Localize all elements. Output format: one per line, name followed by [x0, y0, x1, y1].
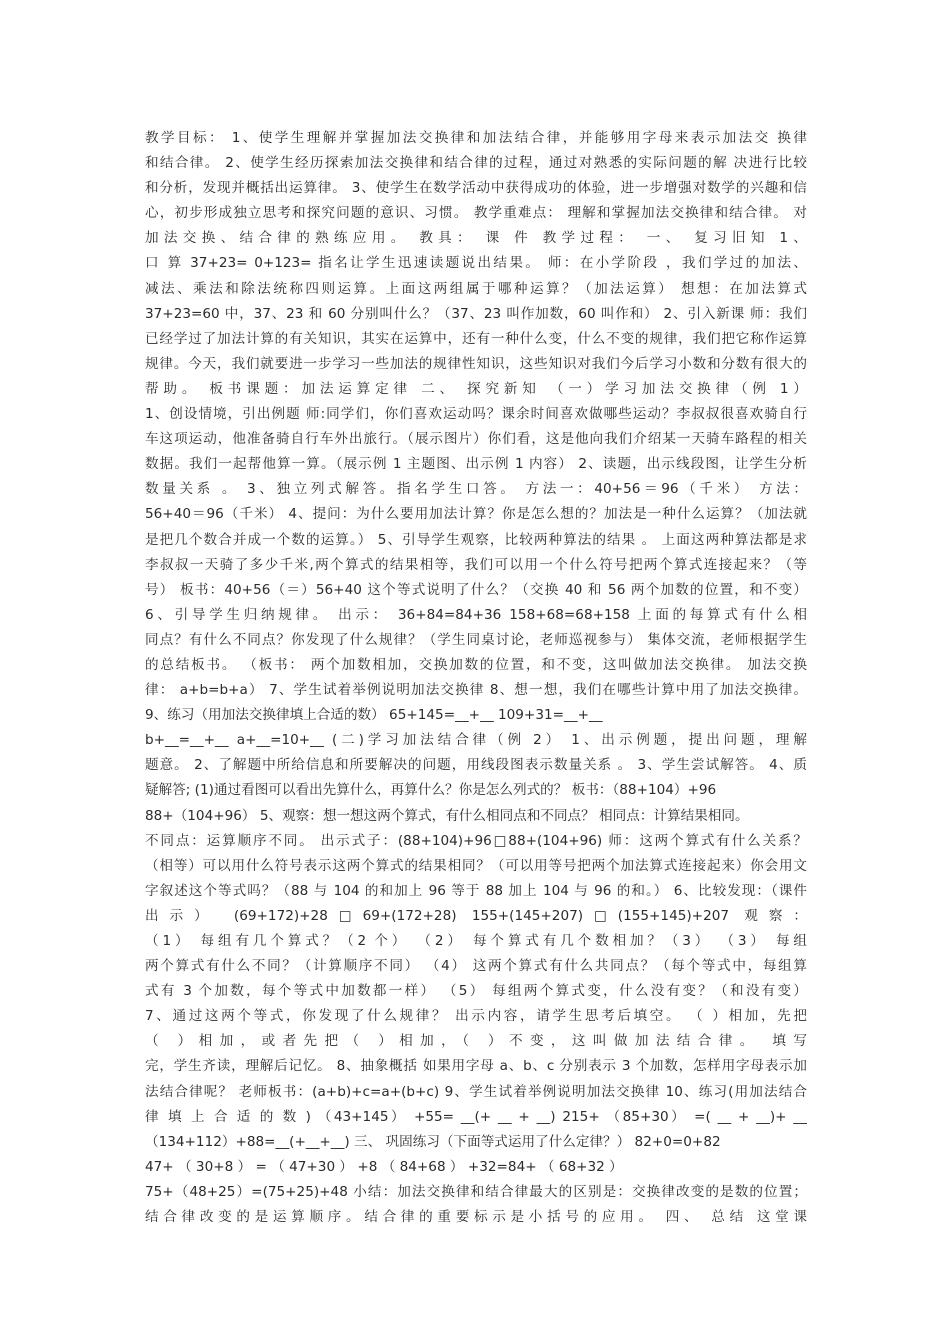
- text-line-8: 37+23=60 中，37、23 和 60 分别叫什么？（37、23 叫作加数，60 叫作和） 2、引入新课 师：我们: [145, 305, 807, 322]
- text-line-43: 75+（48+25）=(75+25)+48 小结：加法交换律和结合律最大的区别是：交换律改变的是数的位置；: [145, 1183, 807, 1200]
- text-line-19: 号） 板书：40+56（＝）56+40 这个等式说明了什么？（交换 40 和 56 两个加数的位置，和不变）: [145, 581, 807, 598]
- text-line-25: b+__=__+__ a+__=10+__ (二)学习加法结合律（例 2） 1、出示例题，提出问题，理解: [145, 732, 807, 749]
- text-line-15: 数量关系 。 3、独立列式解答。指名学生口答。 方法一：40+56＝96（千米） 方法：: [145, 481, 807, 498]
- text-line-39: 法结合律呢？ 老师板书：(a+b)+c=a+(b+c) 9、学生试着举例说明加法交换律 10、练习(用加法结合: [145, 1083, 807, 1100]
- text-line-28: 88+（104+96） 5、观察：想一想这两个算式，有什么相同点和不同点？ 相同点：计算结果相同。: [145, 807, 749, 824]
- text-line-2: 和结合律。 2、使学生经历探索加法交换律和结合律的过程，通过对熟悉的实际问题的解 决进行比较: [145, 155, 807, 172]
- text-line-7: 减法、乘法和除法统称四则运算。上面这两组属于哪种运算？（加法运算） 想想：在加法算式: [145, 280, 807, 297]
- text-line-23: 律： a+b=b+a） 7、学生试着举例说明加法交换律 8、想一想，我们在哪些计算中用了加法交换律。: [145, 682, 807, 699]
- text-line-22: 的总结板书。 （板书： 两个加数相加，交换加数的位置，和不变，这叫做加法交换律。 加法交换: [145, 656, 807, 673]
- text-line-11: 帮助。 板书课题：加法运算定律 二、 探究新知 （一）学习加法交换律（例 1）: [145, 380, 807, 397]
- text-line-31: 字叙述这个等式吗？（88 与 104 的和加上 96 等于 88 加上 104 与 96 的和。） 6、比较发现：（课件: [145, 882, 807, 899]
- text-line-12: 1、创设情境，引出例题 师:同学们，你们喜欢运动吗？课余时间喜欢做哪些运动？李叔叔很喜欢骑自行: [145, 406, 807, 423]
- text-line-33: （1） 每组有几个算式？（2 个） （2） 每个算式有几个数相加？（3） （3） 每组: [145, 933, 807, 949]
- text-line-30: （相等）可以用什么符号表示这两个算式的结果相同？（可以用等号把两个加法算式连接起来）你会用文: [145, 857, 807, 874]
- text-line-10: 规律。今天，我们就要进一步学习一些加法的规律性知识，这些知识对我们今后学习小数和分数有很大的: [145, 355, 807, 372]
- text-line-17: 是把几个数合并成一个数的运算。） 5、引导学生观察，比较两种算法的结果 。 上面这两种算法都是求: [145, 531, 807, 548]
- text-line-37: （ ）相加，或者先把（ ）相加，（ ）不变，这叫做加法结合律。 填写: [145, 1033, 807, 1050]
- text-line-44: 结合律改变的是运算顺序。结合律的重要标示是小括号的应用。 四、 总结 这堂课: [145, 1209, 807, 1226]
- text-line-42: 47+ （ 30+8 ） = （ 47+30 ） +8 （ 84+68 ） +32=84+ （ 68+32 ）: [145, 1158, 623, 1175]
- text-line-1: 教学目标： 1、使学生理解并掌握加法交换律和加法结合律，并能够用字母来表示加法交 换律: [145, 130, 807, 146]
- text-line-16: 56+40＝96（千米） 4、提问：为什么要用加法计算？你是怎么想的？加法是一种什么运算？（加法就: [145, 506, 807, 523]
- text-line-4: 心，初步形成独立思考和探究问题的意识、习惯。 教学重难点： 理解和掌握加法交换律和结合律。 对: [145, 205, 807, 222]
- text-line-6: 口 算 37+23= 0+123= 指名让学生迅速读题说出结果。 师：在小学阶段 ，我们学过的加法、: [145, 255, 807, 272]
- text-line-38: 完，学生齐读，理解后记忆。 8、抽象概括 如果用字母 a、b、c 分别表示 3 个加数，怎样用字母表示加: [145, 1058, 807, 1075]
- text-line-14: 数据。我们一起帮他算一算。（展示例 1 主题图、出示例 1 内容） 2、读题，出示线段图，让学生分析: [145, 456, 807, 473]
- text-line-9: 已经学过了加法计算的有关知识，其实在运算中，还有一种什么变，什么不变的规律，我们把它称作运算: [145, 330, 807, 347]
- text-line-27: 疑解答; (1)通过看图可以看出先算什么，再算什么？你是怎么列式的？ 板书：（88+104）+96: [145, 782, 717, 799]
- text-line-36: 7、通过这两个等式，你发现了什么规律？ 出示内容，请学生思考后填空。 （ ）相加，先把: [145, 1008, 807, 1025]
- text-line-34: 两个算式有什么不同？（计算顺序不同） （4） 这两个算式有什么共同点？（每个等式中，每组算: [145, 958, 807, 975]
- text-line-20: 6、引导学生归纳规律。 出示： 36+84=84+36 158+68=68+158 上面的每算式有什么相: [145, 606, 807, 623]
- text-line-5: 加法交换、结合律的熟练应用。 教具： 课 件 教学过程： 一、 复习旧知 1、: [145, 230, 807, 247]
- text-line-21: 同点？有什么不同点？你发现了什么规律？（学生同桌讨论，老师巡视参与） 集体交流，老师根据学生: [145, 631, 807, 648]
- text-line-13: 车这项运动，他准备骑自行车外出旅行。（展示图片）你们看，这是他向我们介绍某一天骑车路程的相关: [145, 431, 807, 448]
- text-line-40: 律 填 上 合 适 的 数 ) （43+145） +55= __(+ __ + __) 215+ （85+30） =( __ + __)+ __: [145, 1108, 807, 1125]
- text-line-41: （134+112）+88=__(+__+__) 三、 巩固练习（下面等式运用了什么定律？） 82+0=0+82: [145, 1133, 721, 1150]
- text-line-3: 和分析，发现并概括出运算律。 3、使学生在数学活动中获得成功的体验，进一步增强对数学的兴趣和信: [145, 180, 807, 197]
- text-line-35: 式有 3 个加数，每个等式中加数都一样） （5） 每组两个算式变，什么没有变？（和没有变）: [145, 983, 807, 1000]
- text-line-26: 题意。 2、了解题中所给信息和所要解决的问题，用线段图表示数量关系 。 3、学生尝试解答。 4、质: [145, 757, 807, 774]
- text-line-29: 不同点：运算顺序不同。 出示式子：(88+104)+96□88+(104+96) 师：这两个算式有什么关系？: [145, 832, 807, 849]
- text-line-32: 出示） (69+172)+28□69+(172+28) 155+(145+207)□(155+145)+207 观察：: [145, 907, 807, 924]
- text-line-24: 9、练习（用加法交换律填上合适的数） 65+145=__+__ 109+31=__+__: [145, 707, 603, 724]
- lesson-plan-text: [145, 126, 807, 1230]
- text-line-18: 李叔叔一天骑了多少千米,两个算式的结果相等，我们可以用一个什么符号把两个算式连接起来？（等: [145, 556, 807, 573]
